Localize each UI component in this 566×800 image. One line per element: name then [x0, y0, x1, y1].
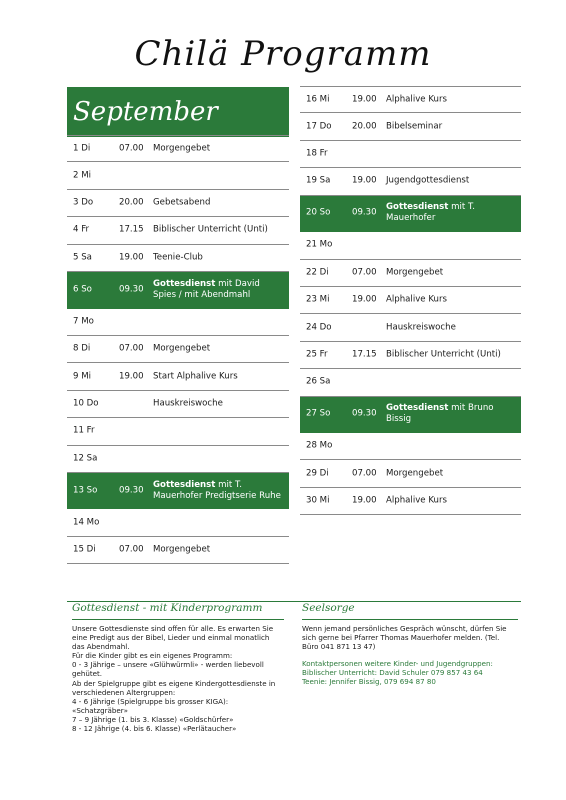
row-text: Gebetsabend — [153, 197, 211, 208]
row-text: mit Bruno Bissig — [386, 403, 494, 425]
schedule-row — [300, 287, 521, 314]
row-day: 9 Mi — [73, 371, 92, 382]
schedule-column-right — [300, 86, 521, 515]
service-row — [67, 473, 289, 510]
kids-program-line: 4 - 6 Jährige (Spielgruppe bis grosser KIGA): «Schatzgräber» — [72, 696, 229, 715]
row-description — [386, 349, 517, 360]
row-description — [386, 496, 517, 507]
row-day: 4 Fr — [73, 224, 90, 235]
row-time: 09.30 — [352, 207, 377, 218]
row-day: 14 Mo — [73, 517, 100, 528]
row-day: 13 So — [73, 485, 98, 496]
kids-program-line: 7 – 9 Jährige (1. bis 3. Klasse) «Goldschürfer» — [72, 714, 234, 724]
row-day: 30 Mi — [306, 495, 330, 506]
row-description — [153, 344, 285, 355]
pastoral-care-box — [302, 604, 518, 687]
schedule-row — [300, 433, 521, 460]
schedule-row — [300, 342, 521, 369]
row-text: Alphalive Kurs — [386, 495, 447, 506]
row-day: 7 Mo — [73, 316, 94, 327]
row-description — [386, 468, 517, 479]
row-description — [386, 403, 517, 425]
schedule-row — [67, 217, 289, 244]
row-day: 28 Mo — [306, 440, 333, 451]
schedule-row — [67, 309, 289, 336]
contact-line: Biblischer Unterricht: David Schuler 079 857 43 64 — [302, 668, 483, 678]
schedule-row — [300, 260, 521, 287]
row-text: Hauskreiswoche — [153, 398, 223, 409]
row-time: 07.00 — [119, 343, 144, 354]
row-text: Start Alphalive Kurs — [153, 371, 238, 382]
row-description — [153, 143, 285, 154]
row-day: 1 Di — [73, 143, 91, 154]
row-day: 5 Sa — [73, 252, 92, 263]
service-row — [67, 272, 289, 309]
row-text: mit T. Mauerhofer — [386, 202, 475, 224]
row-time: 20.00 — [119, 197, 144, 208]
row-description — [386, 202, 517, 224]
row-day: 11 Fr — [73, 425, 95, 436]
row-day: 26 Sa — [306, 376, 331, 387]
row-description — [153, 252, 285, 263]
schedule-row — [67, 418, 289, 445]
schedule-column-left — [67, 135, 289, 564]
schedule-row — [300, 232, 521, 259]
row-time: 07.00 — [119, 143, 144, 154]
row-text: Bibelseminar — [386, 121, 443, 132]
row-day: 15 Di — [73, 544, 96, 555]
row-day: 20 So — [306, 207, 331, 218]
row-text: mit T. Mauerhofer Predigtserie Ruhe — [153, 479, 281, 501]
kids-program-box — [72, 604, 284, 733]
row-time: 07.00 — [119, 544, 144, 555]
contact-line: Teenie: Jennifer Bissig, 079 694 87 80 — [302, 677, 436, 687]
row-text: Morgengebet — [153, 343, 211, 354]
row-text: Alphalive Kurs — [386, 94, 447, 105]
row-bold-label: Gottesdienst — [153, 278, 216, 289]
row-day: 19 Sa — [306, 175, 331, 186]
row-day: 3 Do — [73, 197, 94, 208]
schedule-row — [67, 391, 289, 418]
schedule-row — [67, 446, 289, 473]
month-banner: September — [67, 87, 289, 137]
row-text: Alphalive Kurs — [386, 294, 447, 305]
row-time: 09.30 — [119, 284, 144, 295]
row-time: 07.00 — [352, 267, 377, 278]
row-description — [386, 267, 517, 278]
row-time: 09.30 — [119, 485, 144, 496]
row-time: 09.30 — [352, 408, 377, 419]
row-description — [386, 94, 517, 105]
page-title: Chilä Programm — [134, 34, 432, 74]
row-description — [153, 225, 285, 236]
schedule-row — [67, 336, 289, 363]
row-time: 19.00 — [352, 495, 377, 506]
pastoral-care-text: Wenn jemand persönliches Gespräch wünscht, dürfen Sie sich gerne bei Pfarrer Thomas Mauerhofer melden. (Tel. Büro 041 871 13 47) — [302, 624, 507, 652]
row-day: 12 Sa — [73, 453, 98, 464]
schedule-row — [300, 314, 521, 341]
service-row — [300, 397, 521, 434]
row-bold-label: Gottesdienst — [386, 202, 449, 213]
row-text: mit David Spies / mit Abendmahl — [153, 278, 260, 300]
row-description — [153, 480, 285, 502]
row-day: 23 Mi — [306, 294, 330, 305]
kids-program-line: Ab der Spielgruppe gibt es eigene Kindergottesdienste in verschiedenen Altergruppen: — [72, 678, 276, 697]
row-time: 07.00 — [352, 468, 377, 479]
row-description — [386, 121, 517, 132]
row-day: 8 Di — [73, 343, 91, 354]
row-day: 10 Do — [73, 398, 99, 409]
row-description — [386, 176, 517, 187]
row-day: 2 Mi — [73, 170, 92, 181]
row-time: 20.00 — [352, 121, 377, 132]
row-description — [153, 279, 285, 301]
row-day: 18 Fr — [306, 148, 328, 159]
row-description — [153, 197, 285, 208]
schedule-row — [67, 363, 289, 390]
kids-program-heading: Gottesdienst - mit Kinderprogramm — [72, 604, 284, 620]
schedule-row — [300, 460, 521, 487]
row-bold-label: Gottesdienst — [386, 403, 449, 414]
service-row — [300, 196, 521, 233]
row-day: 25 Fr — [306, 349, 328, 360]
schedule-row — [300, 86, 521, 113]
row-bold-label: Gottesdienst — [153, 479, 216, 490]
row-description — [153, 371, 285, 382]
schedule-row — [300, 141, 521, 168]
schedule-row — [300, 168, 521, 195]
row-time: 19.00 — [352, 175, 377, 186]
row-time: 17.15 — [352, 349, 377, 360]
pastoral-care-heading: Seelsorge — [302, 604, 518, 620]
row-day: 22 Di — [306, 267, 329, 278]
contact-line: Kontaktpersonen weitere Kinder- und Jugendgruppen: — [302, 659, 493, 669]
row-day: 21 Mo — [306, 239, 333, 250]
row-text: Jugendgottesdienst — [386, 175, 470, 186]
row-text: Hauskreiswoche — [386, 322, 456, 333]
schedule-row — [300, 369, 521, 396]
schedule-row — [67, 537, 289, 564]
row-day: 6 So — [73, 284, 92, 295]
kids-program-line: 0 - 3 Jährige – unsere «Glühwürmli» - werden liebevoll gehütet. — [72, 660, 264, 679]
row-text: Morgengebet — [386, 468, 444, 479]
schedule-row — [67, 190, 289, 217]
row-text: Morgengebet — [386, 267, 444, 278]
schedule-row — [300, 113, 521, 140]
row-day: 27 So — [306, 408, 331, 419]
row-description — [386, 322, 517, 333]
row-day: 29 Di — [306, 468, 329, 479]
row-description — [386, 295, 517, 306]
row-day: 17 Do — [306, 121, 332, 132]
row-time: 17.15 — [119, 224, 144, 235]
row-description — [153, 398, 285, 409]
schedule-row — [67, 162, 289, 189]
schedule-row — [67, 135, 289, 162]
row-text: Morgengebet — [153, 143, 211, 154]
row-text: Morgengebet — [153, 544, 211, 555]
kids-program-line: Unsere Gottesdienste sind offen für alle. Es erwarten Sie eine Predigt aus der Bibel, Lieder und einmal monatlich das Abendmahl. — [72, 624, 274, 652]
row-time: 19.00 — [119, 371, 144, 382]
row-text: Teenie-Club — [153, 252, 203, 263]
kids-program-line: 8 - 12 Jährige (4. bis 6. Klasse) «Perlätaucher» — [72, 724, 237, 734]
row-day: 16 Mi — [306, 94, 330, 105]
row-description — [153, 545, 285, 556]
row-time: 19.00 — [119, 252, 144, 263]
row-text: Biblischer Unterricht (Unti) — [386, 349, 501, 360]
schedule-row — [67, 245, 289, 272]
row-text: Biblischer Unterricht (Unti) — [153, 224, 268, 235]
row-time: 19.00 — [352, 294, 377, 305]
schedule-row — [67, 509, 289, 536]
kids-program-line: Für die Kinder gibt es ein eigenes Programm: — [72, 651, 233, 661]
row-time: 19.00 — [352, 94, 377, 105]
schedule-row — [300, 488, 521, 515]
row-day: 24 Do — [306, 322, 332, 333]
